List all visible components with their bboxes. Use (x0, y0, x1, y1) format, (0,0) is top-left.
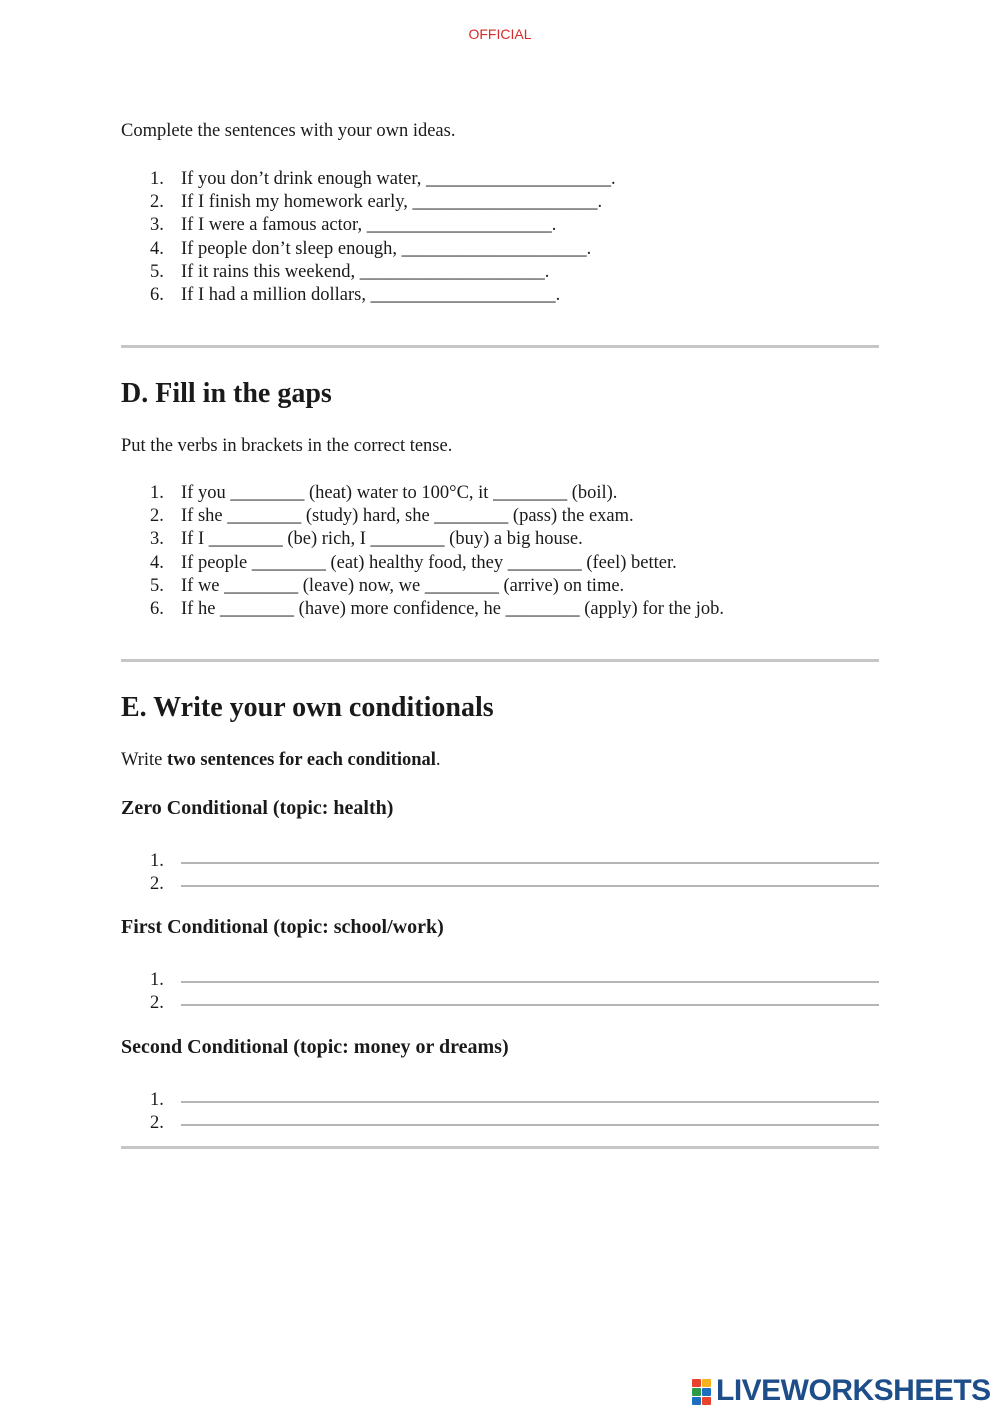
logo-text: LIVEWORKSHEETS (716, 1374, 991, 1407)
list-item[interactable]: 6. If he ________ (have) more confidence, he ________ (apply) for the job. (150, 598, 725, 619)
section-divider (121, 659, 879, 662)
zero-conditional-heading: Zero Conditional (topic: health) (121, 797, 394, 819)
list-item[interactable]: 4. If people don’t sleep enough, ____________________. (150, 238, 592, 259)
answer-line[interactable]: 2. (150, 873, 879, 896)
answer-line[interactable]: 1. (150, 1089, 879, 1112)
section-divider (121, 345, 879, 348)
section-e-instruction: Write two sentences for each conditional. (121, 750, 441, 770)
answer-line[interactable]: 2. (150, 992, 879, 1015)
second-conditional-answers (150, 1089, 879, 1136)
list-item[interactable]: 5. If it rains this weekend, ____________________. (150, 261, 550, 282)
section-d-instruction: Put the verbs in brackets in the correct tense. (121, 436, 453, 456)
write-line[interactable] (181, 862, 879, 864)
second-conditional-heading: Second Conditional (topic: money or dreams) (121, 1036, 509, 1058)
liveworksheets-logo-icon (692, 1378, 712, 1404)
write-line[interactable] (181, 1004, 879, 1006)
section-divider (121, 1146, 879, 1149)
write-line[interactable] (181, 1101, 879, 1103)
list-item[interactable]: 3. If I were a famous actor, ____________________. (150, 215, 557, 236)
list-item[interactable]: 5. If we ________ (leave) now, we ________ (arrive) on time. (150, 575, 625, 596)
list-item[interactable]: 1. If you ________ (heat) water to 100°C, it ________ (boil). (150, 483, 618, 503)
section-d-list (150, 482, 724, 621)
first-conditional-heading: First Conditional (topic: school/work) (121, 916, 444, 938)
list-item[interactable]: 2. If I finish my homework early, ____________________. (150, 192, 603, 213)
zero-conditional-answers (150, 850, 879, 897)
list-item[interactable]: 1. If you don’t drink enough water, ____________________. (150, 169, 616, 189)
section-c-instruction: Complete the sentences with your own ideas. (121, 121, 456, 141)
list-item[interactable]: 6. If I had a million dollars, ____________________. (150, 284, 561, 305)
list-item[interactable]: 2. If she ________ (study) hard, she ________ (pass) the exam. (150, 506, 634, 527)
answer-line[interactable]: 2. (150, 1112, 879, 1135)
answer-line[interactable]: 1. (150, 969, 879, 992)
write-line[interactable] (181, 1124, 879, 1126)
answer-line[interactable]: 1. (150, 850, 879, 873)
section-e-title: E. Write your own conditionals (121, 692, 494, 723)
write-line[interactable] (181, 981, 879, 983)
list-item[interactable]: 4. If people ________ (eat) healthy food, they ________ (feel) better. (150, 552, 677, 573)
write-line[interactable] (181, 885, 879, 887)
section-d-title: D. Fill in the gaps (121, 378, 332, 409)
liveworksheets-logo (692, 1374, 991, 1408)
first-conditional-answers (150, 969, 879, 1016)
official-label: OFFICIAL (468, 26, 532, 42)
list-item[interactable]: 3. If I ________ (be) rich, I ________ (buy) a big house. (150, 529, 583, 550)
section-c-list (150, 168, 616, 307)
